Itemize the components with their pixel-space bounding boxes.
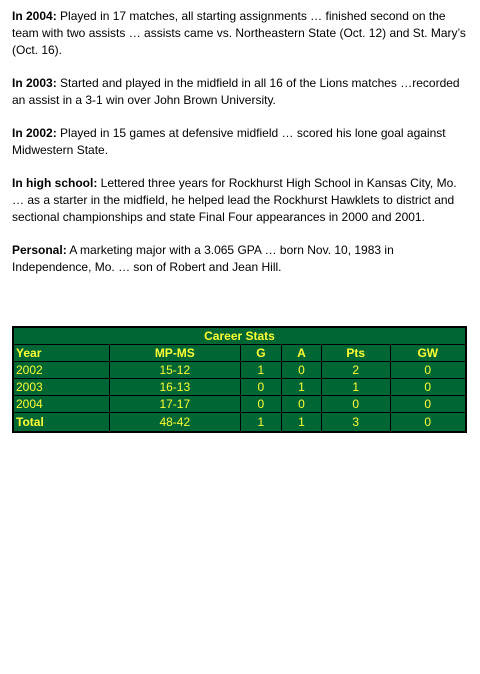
bio-paragraph-2004 bbox=[12, 8, 468, 59]
column-header-a: A bbox=[282, 345, 322, 362]
cell-gw: 0 bbox=[390, 362, 466, 379]
table-row bbox=[13, 379, 466, 396]
column-header-year: Year bbox=[13, 345, 110, 362]
cell-pts: 1 bbox=[321, 379, 390, 396]
cell-gw: 0 bbox=[390, 379, 466, 396]
bio-label: In 2003: bbox=[12, 76, 57, 90]
cell-mp-ms: 48-42 bbox=[110, 413, 241, 433]
cell-mp-ms: 16-13 bbox=[110, 379, 241, 396]
cell-pts: 2 bbox=[321, 362, 390, 379]
cell-a: 1 bbox=[282, 413, 322, 433]
cell-year: 2002 bbox=[13, 362, 110, 379]
cell-year: 2004 bbox=[13, 396, 110, 413]
column-header-pts: Pts bbox=[321, 345, 390, 362]
cell-g: 1 bbox=[240, 413, 282, 433]
bio-paragraph-2003 bbox=[12, 75, 468, 109]
cell-g: 0 bbox=[240, 396, 282, 413]
table-header-row bbox=[13, 345, 466, 362]
bio-paragraph-high-school bbox=[12, 175, 468, 226]
bio-content bbox=[12, 8, 468, 292]
column-header-mp-ms: MP-MS bbox=[110, 345, 241, 362]
table-row bbox=[13, 362, 466, 379]
bio-label: In 2002: bbox=[12, 126, 57, 140]
cell-year: Total bbox=[13, 413, 110, 433]
cell-g: 1 bbox=[240, 362, 282, 379]
column-header-gw: GW bbox=[390, 345, 466, 362]
column-header-g: G bbox=[240, 345, 282, 362]
cell-a: 0 bbox=[282, 396, 322, 413]
cell-a: 0 bbox=[282, 362, 322, 379]
table-title-row bbox=[13, 327, 466, 345]
bio-text: Played in 17 matches, all starting assignments … finished second on the team with two assists … assists came vs. Northeastern State (Oct. 12) and St. Mary’s (Oct. 16). bbox=[12, 9, 466, 57]
cell-a: 1 bbox=[282, 379, 322, 396]
bio-paragraph-2002 bbox=[12, 125, 468, 159]
career-stats-table bbox=[12, 326, 467, 433]
cell-mp-ms: 15-12 bbox=[110, 362, 241, 379]
bio-text: A marketing major with a 3.065 GPA … born Nov. 10, 1983 in Independence, Mo. … son of Robert and Jean Hill. bbox=[12, 243, 394, 274]
bio-label: Personal: bbox=[12, 243, 67, 257]
cell-pts: 3 bbox=[321, 413, 390, 433]
bio-text: Played in 15 games at defensive midfield … scored his lone goal against Midwestern State. bbox=[12, 126, 446, 157]
cell-pts: 0 bbox=[321, 396, 390, 413]
cell-g: 0 bbox=[240, 379, 282, 396]
cell-gw: 0 bbox=[390, 396, 466, 413]
bio-label: In high school: bbox=[12, 176, 98, 190]
bio-paragraph-personal bbox=[12, 242, 468, 276]
bio-text: Started and played in the midfield in all 16 of the Lions matches …recorded an assist in a 3-1 win over John Brown University. bbox=[12, 76, 460, 107]
cell-gw: 0 bbox=[390, 413, 466, 433]
bio-text: Lettered three years for Rockhurst High School in Kansas City, Mo. … as a starter in the midfield, he helped lead the Rockhurst Hawklets to district and sectional championships and state Final Four appearances in 2000 and 2001. bbox=[12, 176, 457, 224]
cell-year: 2003 bbox=[13, 379, 110, 396]
table-total-row bbox=[13, 413, 466, 433]
bio-label: In 2004: bbox=[12, 9, 57, 23]
table-title: Career Stats bbox=[13, 327, 466, 345]
table-row bbox=[13, 396, 466, 413]
cell-mp-ms: 17-17 bbox=[110, 396, 241, 413]
